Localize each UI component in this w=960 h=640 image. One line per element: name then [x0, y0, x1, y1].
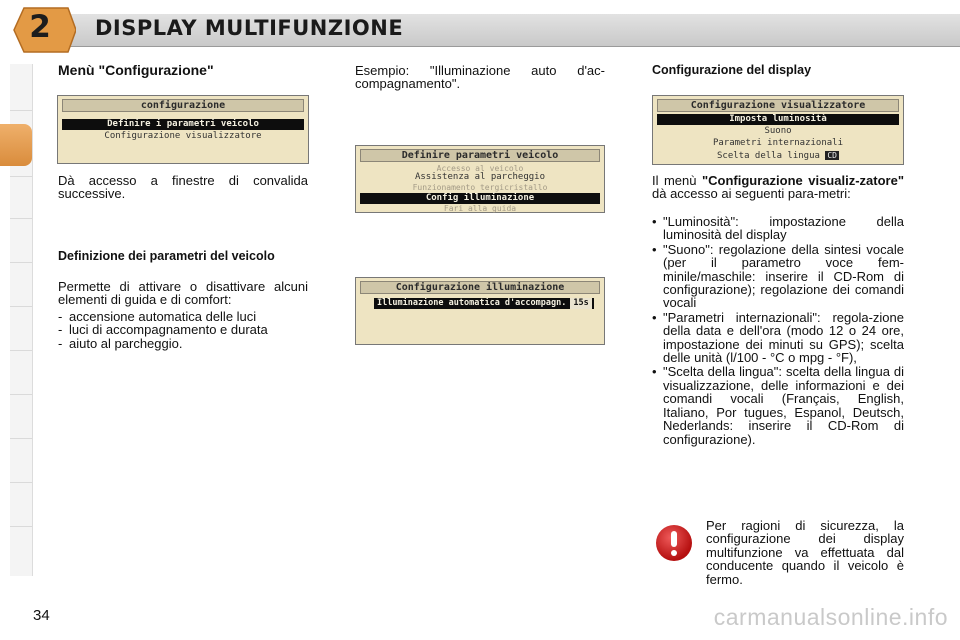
screen-row-selected: Config illuminazione	[360, 193, 600, 204]
list-item: - accensione automatica delle luci	[58, 310, 308, 323]
example-caption: Esempio: "Illuminazione auto d'ac-compagnamento".	[355, 63, 605, 92]
tab-divider	[10, 394, 32, 395]
tab-divider	[10, 306, 32, 307]
screen-row: Configurazione visualizzatore	[104, 131, 262, 141]
section-heading-display-config: Configurazione del display	[652, 63, 812, 77]
section-heading-config-menu: Menù "Configurazione"	[58, 62, 214, 78]
tab-divider	[10, 526, 32, 527]
intro-bold: "Configurazione visualiz-zatore"	[701, 173, 904, 188]
tab-divider	[10, 482, 32, 483]
lighting-row-label: Illuminazione automatica d'accompagn.	[377, 298, 567, 308]
duration-value: 15s	[570, 298, 591, 309]
list-item: - aiuto al parcheggio.	[58, 337, 308, 350]
screen-row: Parametri internazionali	[712, 138, 844, 148]
tab-divider	[10, 176, 32, 177]
screen-row: Funzionamento tergicristallo	[412, 183, 548, 192]
display-screen-visualizzatore	[652, 95, 904, 165]
screen-row: Accesso al veicolo	[436, 164, 524, 173]
display-screen-vehicle-params	[355, 145, 605, 213]
page-number: 34	[33, 607, 50, 624]
display-config-intro	[652, 174, 904, 201]
screen-row: Suono	[764, 126, 792, 136]
tab-divider	[10, 218, 32, 219]
screen-title: configurazione	[62, 99, 304, 112]
intro-rest: dà accesso ai seguenti para-metri:	[652, 186, 851, 202]
tab-divider	[10, 438, 32, 439]
page-title: DISPLAY MULTIFUNZIONE	[95, 16, 404, 40]
cd-tag: CD	[827, 151, 837, 160]
list-item: • "Parametri internazionali": regola-zione della data e dell'ora (modo 12 o 24 ore, impostazione dei minuti su GPS); scelta delle unità (l/100 - °C o mpg - °F),	[652, 311, 904, 365]
display-screen-configurazione	[57, 95, 309, 164]
language-row-label: Scelta della lingua	[716, 151, 820, 161]
screen-row: Assistenza al parcheggio	[414, 172, 546, 182]
display-screen-lighting-config	[355, 277, 605, 345]
display-config-list	[652, 215, 904, 447]
screen-row: Fari alla guida	[443, 204, 517, 213]
tab-divider	[10, 350, 32, 351]
sub-heading-vehicle-params: Definizione dei parametri del veicolo	[58, 249, 275, 263]
list-item: - luci di accompagnamento e durata	[58, 323, 308, 336]
screen-row	[657, 150, 899, 161]
screen-row-selected	[374, 298, 594, 309]
list-item: • "Suono": regolazione della sintesi vocale (per il parametro voce fem-minile/maschile: inserire il CD-Rom di configurazione); regolazione dei comandi vocali	[652, 243, 904, 310]
intro-prefix: Il menù	[652, 173, 697, 188]
chapter-number: 2	[29, 9, 51, 45]
screen-title: Configurazione visualizzatore	[657, 99, 899, 112]
screen-title: Configurazione illuminazione	[360, 281, 600, 294]
tab-divider	[10, 262, 32, 263]
active-chapter-tab	[0, 124, 32, 166]
warning-icon	[656, 525, 692, 561]
safety-warning-text: Per ragioni di sicurezza, la configurazione dei display multifunzione va effettuata dal conducente quando il veicolo è fermo.	[706, 518, 904, 587]
vehicle-params-text: Permette di attivare o disattivare alcuni elementi di guida e di comfort:	[58, 279, 308, 308]
list-item: • "Scelta della lingua": scelta della lingua di visualizzazione, delle informazioni e dei comandi vocali (Français, English, Italiano, Por tugues, Espanol, Deutsch, Nederlands: inserire il CD-Rom di configurazione).	[652, 365, 904, 445]
screen-row-selected: Imposta luminosità	[657, 114, 899, 125]
list-item: • "Luminosità": impostazione della luminosità del display	[652, 215, 904, 242]
screen-row-selected: Definire i parametri veicolo	[62, 119, 304, 130]
watermark: carmanualsonline.info	[713, 604, 948, 630]
vehicle-params-list	[58, 310, 308, 350]
screen-title: Definire parametri veicolo	[360, 149, 600, 162]
config-menu-description: Dà accesso a finestre di convalida successive.	[58, 173, 308, 202]
tab-divider	[10, 110, 32, 111]
